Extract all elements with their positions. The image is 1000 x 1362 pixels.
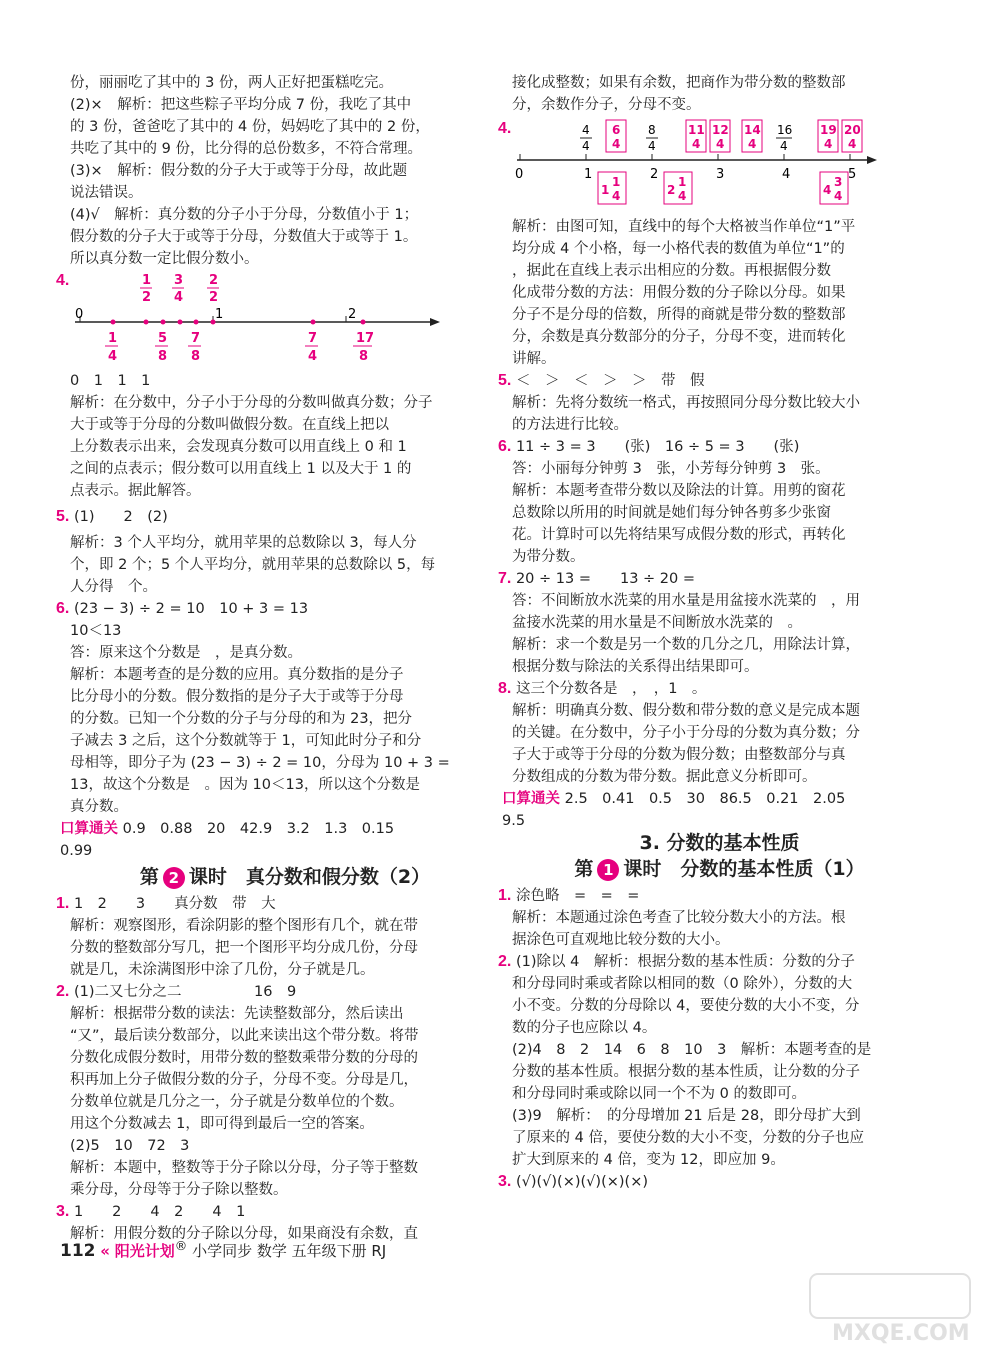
tick-0: 0 xyxy=(515,167,524,182)
text-line: 解析：本题考查带分数以及除法的计算。用剪的窗花 xyxy=(512,483,846,499)
question-line xyxy=(56,981,500,1003)
frac-den: 8 xyxy=(359,349,369,364)
question-line xyxy=(498,951,927,973)
number-line-svg xyxy=(512,116,912,216)
text-line: 解析：由图可知，直线中的每个大格被当作单位“1”平 xyxy=(512,219,856,235)
frac-den: 4 xyxy=(648,139,656,153)
frac-den: 4 xyxy=(174,290,184,305)
text-line: 就是几，未涂满图形中涂了几份，分子就是几。 xyxy=(70,962,375,978)
question-number: 4. xyxy=(498,120,512,137)
text-line: 盆接水洗菜的用水量是不间断放水洗菜的 。 xyxy=(512,615,802,631)
text-line: 分，余数作分子，分母不变。 xyxy=(512,97,701,113)
frac-num: 20 xyxy=(844,123,861,137)
frac-num: 2 xyxy=(209,273,219,288)
mixed-whole: 2 xyxy=(667,183,676,197)
mixed-whole: 1 xyxy=(601,183,610,197)
question-number: 1. xyxy=(56,895,70,912)
frac-den: 4 xyxy=(848,137,857,151)
text-line: (3)9 解析： 的分母增加 21 后是 28，即分母扩大到 xyxy=(512,1108,861,1124)
frac-den: 4 xyxy=(612,137,621,151)
text-line: 总数除以所用的时间就是她们每分钟各剪多少张窗 xyxy=(512,505,831,521)
text-line: 10＜13 xyxy=(70,623,122,639)
text-line: 解析：明确真分数、假分数和带分数的意义是完成本题 xyxy=(512,703,860,719)
text-line: 解析：观察图形，看涂阴影的整个图形有几个，就在带 xyxy=(70,918,418,934)
text-line: (3)× 解析：假分数的分子大于或等于分母，故此题 xyxy=(70,163,408,179)
oral-calc-values: 0.9 0.88 20 42.9 3.2 1.3 0.15 xyxy=(122,821,395,837)
text-line: 份，丽丽吃了其中的 3 份，两人正好把蛋糕吃完。 xyxy=(70,75,393,91)
lesson-number-badge: 2 xyxy=(163,867,185,889)
question-number: 5. xyxy=(498,372,512,389)
question-number: 6. xyxy=(498,438,512,455)
question-number: 7. xyxy=(498,570,512,587)
lesson-suffix: 课时 分数的基本性质（1） xyxy=(623,858,865,880)
text-line: 化成带分数的方法：用假分数的分子除以分母。如果 xyxy=(512,285,846,301)
text-line: 的关键。在分数中，分子小于分母的分数为真分数；分 xyxy=(512,725,860,741)
frac-den: 4 xyxy=(678,189,687,203)
brand-name: 阳光计划 xyxy=(114,1242,175,1260)
answer-text: 1 2 3 真分数 带 大 xyxy=(73,896,276,912)
answer-text: 20 ÷ 13 = 13 ÷ 20 = xyxy=(515,571,696,587)
text-line: 0.99 xyxy=(60,843,93,859)
text-line: 共吃了其中的 9 份，比分得的总份数多，不符合常理。 xyxy=(70,141,422,157)
text-line: 答：原来这个分数是 ，是真分数。 xyxy=(70,645,302,661)
frac-num: 7 xyxy=(191,331,201,346)
frac-num: 3 xyxy=(174,273,184,288)
question-number: 2. xyxy=(56,983,70,1000)
text-line: 子大于或等于分母的分数为假分数；由整数部分与真 xyxy=(512,747,846,763)
question-number: 3. xyxy=(498,1173,512,1190)
answer-text: 这三个分数各是 ， ，1 。 xyxy=(515,681,707,697)
question-line xyxy=(56,598,500,620)
watermark-text: MXQE.COM xyxy=(832,1321,970,1346)
answer-text: (23 − 3) ÷ 2 = 10 10 + 3 = 13 xyxy=(73,601,309,617)
text-line: 说法错误。 xyxy=(70,185,143,201)
question-line xyxy=(498,1171,927,1193)
text-line: 积再加上分子做假分数的分子，分母不变。分母是几， xyxy=(70,1072,418,1088)
frac-den: 4 xyxy=(748,137,757,151)
mixed-whole: 4 xyxy=(823,183,832,197)
text-line: 9.5 xyxy=(502,813,526,829)
frac-den: 4 xyxy=(612,189,621,203)
frac-num: 8 xyxy=(648,123,656,137)
frac-den: 4 xyxy=(780,139,788,153)
frac-den: 4 xyxy=(308,349,318,364)
number-line-svg xyxy=(70,270,450,370)
tick-1: 1 xyxy=(215,307,224,322)
lesson-prefix: 第 xyxy=(139,866,159,888)
left-column xyxy=(56,72,500,1245)
frac-num: 6 xyxy=(612,123,621,137)
text-line: 均分成 4 个小格，每一小格代表的数值为单位“1”的 xyxy=(512,241,845,257)
text-line: 答：小丽每分钟剪 3 张，小芳每分钟剪 3 张。 xyxy=(512,461,830,477)
answer-text: ＜ ＞ ＜ ＞ ＞ 带 假 xyxy=(515,373,705,389)
registered-mark: ® xyxy=(174,1238,188,1253)
book-description: 小学同步 数学 五年级下册 RJ xyxy=(192,1242,387,1260)
text-line: 和分母同时乘或者除以相同的数（0 除外），分数的大 xyxy=(512,976,853,992)
text-line: 分子不是分母的倍数，所得的商就是带分数的整数部 xyxy=(512,307,846,323)
text-line: 接化成整数；如果有余数，把商作为带分数的整数部 xyxy=(512,75,846,91)
frac-num: 17 xyxy=(356,331,375,346)
question-number: 2. xyxy=(498,953,512,970)
lesson-number-badge: 1 xyxy=(597,859,619,881)
frac-den: 2 xyxy=(209,290,219,305)
frac-den: 8 xyxy=(158,349,168,364)
text-line: 解析：本题考查的是分数的应用。真分数指的是分子 xyxy=(70,667,404,683)
text-line: 13，故这个分数是 。因为 10＜13，所以这个分数是 xyxy=(70,777,420,793)
double-chevron-icon: « xyxy=(100,1242,110,1260)
text-line: 解析：3 个人平均分，就用苹果的总数除以 3，每人分 xyxy=(70,535,417,551)
text-line: 上分数表示出来，会发现真分数可以用直线上 0 和 1 xyxy=(70,439,407,455)
section-title: 3. 分数的基本性质 xyxy=(639,832,800,854)
text-line: 解析：本题中，整数等于分子除以分母，分子等于整数 xyxy=(70,1160,418,1176)
question-line xyxy=(498,436,927,458)
text-line: (2)× 解析：把这些粽子平均分成 7 份，我吃了其中 xyxy=(70,97,412,113)
text-line: 分数化成假分数时，用带分数的整数乘带分数的分母的 xyxy=(70,1050,418,1066)
text-line: 乘分母，分母等于分子除以整数。 xyxy=(70,1182,288,1198)
text-line: 人分得 个。 xyxy=(70,579,157,595)
text-line: 和分母同时乘或除以同一个不为 0 的数即可。 xyxy=(512,1086,806,1102)
question-line xyxy=(498,370,927,392)
frac-num: 7 xyxy=(308,331,318,346)
page-number: 112 xyxy=(60,1241,96,1261)
question-line xyxy=(498,885,927,907)
text-line: 分，余数是真分数部分的分子，分母不变，进而转化 xyxy=(512,329,846,345)
text-line: 花。计算时可以先将结果写成假分数的形式，再转化 xyxy=(512,527,846,543)
frac-den: 4 xyxy=(692,137,701,151)
text-line: 假分数的分子大于或等于分母，分数值大于或等于 1。 xyxy=(70,229,418,245)
answer-text: (1) 2 (2) xyxy=(73,509,168,525)
frac-num: 3 xyxy=(834,175,843,189)
frac-num: 19 xyxy=(820,123,837,137)
tick-5: 5 xyxy=(848,167,857,182)
frac-num: 12 xyxy=(712,123,729,137)
frac-den: 4 xyxy=(108,349,118,364)
answer-text: (√)(√)(×)(√)(×)(×) xyxy=(515,1174,649,1190)
tick-1: 1 xyxy=(584,167,593,182)
oral-calc-label: 口算通关 xyxy=(502,791,560,807)
number-line-left xyxy=(56,270,500,370)
text-line: 子减去 3 之后，这个分数就等于 1，可知此时分子和分 xyxy=(70,733,422,749)
text-line: 大于或等于分母的分数叫做假分数。在直线上把以 xyxy=(70,417,389,433)
frac-num: 16 xyxy=(777,123,793,137)
text-line: 解析：在分数中，分子小于分母的分数叫做真分数；分子 xyxy=(70,395,433,411)
text-line: 分数的整数部分写几，把一个图形平均分成几份，分母 xyxy=(70,940,418,956)
tick-3: 3 xyxy=(716,167,725,182)
text-line: 数的分子也应除以 4。 xyxy=(512,1020,657,1036)
oral-calc-label: 口算通关 xyxy=(60,821,118,837)
frac-den: 2 xyxy=(142,290,152,305)
frac-num: 14 xyxy=(744,123,761,137)
oral-calc-values: 2.5 0.41 0.5 30 86.5 0.21 2.05 xyxy=(564,791,846,807)
frac-num: 1 xyxy=(678,175,687,189)
text-line: 分数单位就是几分之一，分子就是分数单位的个数。 xyxy=(70,1094,404,1110)
question-number: 8. xyxy=(498,680,512,697)
question-line xyxy=(498,678,927,700)
frac-num: 1 xyxy=(612,175,621,189)
question-number: 3. xyxy=(56,1203,70,1220)
frac-den: 4 xyxy=(716,137,725,151)
text-line: 用这个分数减去 1，即可得到最后一空的答案。 xyxy=(70,1116,374,1132)
question-line xyxy=(56,893,500,915)
answer-text: (1)二又七分之二 16 9 xyxy=(73,984,297,1000)
page-footer xyxy=(60,1238,386,1261)
frac-den: 8 xyxy=(191,349,201,364)
question-line xyxy=(56,502,500,532)
text-line: 的分数。已知一个分数的分子与分母的和为 23，把分 xyxy=(70,711,413,727)
lesson-suffix: 课时 真分数和假分数（2） xyxy=(188,866,431,888)
text-line: 的 3 份，爸爸吃了其中的 4 份，妈妈吃了其中的 2 份， xyxy=(70,119,430,135)
text-line: 母相等，即分子为 (23 − 3) ÷ 2 = 10，分母为 10 + 3 = xyxy=(70,755,450,771)
right-column xyxy=(498,72,927,1193)
tick-2: 2 xyxy=(348,307,357,322)
text-line: 个，即 2 个；5 个人平均分，就用苹果的总数除以 5，每 xyxy=(70,557,436,573)
question-line xyxy=(56,1201,500,1223)
text-line: 的方法进行比较。 xyxy=(512,417,628,433)
tick-0: 0 xyxy=(75,307,84,322)
text-line: 解析：根据带分数的读法：先读整数部分，然后读出 xyxy=(70,1006,404,1022)
frac-num: 1 xyxy=(108,331,118,346)
number-line-right xyxy=(498,116,927,216)
text-line: 分数的基本性质。根据分数的基本性质，让分数的分子 xyxy=(512,1064,860,1080)
text-line: 小不变。分数的分母除以 4，要使分数的大小不变，分 xyxy=(512,998,860,1014)
watermark-logo xyxy=(800,1270,990,1350)
oral-calc-line xyxy=(502,788,927,810)
frac-den: 4 xyxy=(582,139,590,153)
text-line: (4)√ 解析：真分数的分子小于分母，分数值小于 1； xyxy=(70,207,419,223)
text-line: 答：不间断放水洗菜的用水量是用盆接水洗菜的 ，用 xyxy=(512,593,860,609)
frac-num: 1 xyxy=(142,273,152,288)
text-line: 解析：本题通过涂色考查了比较分数大小的方法。根 xyxy=(512,910,846,926)
text-line: 解析：用假分数的分子除以分母，如果商没有余数，直 xyxy=(70,1226,418,1242)
text-line: 之间的点表示；假分数可以用直线上 1 以及大于 1 的 xyxy=(70,461,412,477)
answer-text: 涂色略 = = = xyxy=(515,888,640,904)
text-line: ，据此在直线上表示出相应的分数。再根据假分数 xyxy=(512,263,831,279)
frac-num: 11 xyxy=(688,123,705,137)
text-line: “又”，最后读分数部分，以此来读出这个带分数。将带 xyxy=(70,1028,419,1044)
lesson-title xyxy=(70,866,500,889)
text-line: 解析：先将分数统一格式，再按照同分母分数比较大小 xyxy=(512,395,860,411)
lesson-title xyxy=(512,858,927,881)
text-line: (2)4 8 2 14 6 8 10 3 解析：本题考查的是 xyxy=(512,1042,872,1058)
text-line: 比分母小的分数。假分数指的是分子大于或等于分母 xyxy=(70,689,404,705)
question-number: 6. xyxy=(56,600,70,617)
frac-num: 5 xyxy=(158,331,168,346)
text-line: 为带分数。 xyxy=(512,549,585,565)
text-line: 解析：求一个数是另一个数的几分之几，用除法计算， xyxy=(512,637,860,653)
question-number: 4. xyxy=(56,272,70,289)
lesson-prefix: 第 xyxy=(574,858,594,880)
text-line: 扩大到原来的 4 倍，变为 12，即应加 9。 xyxy=(512,1152,785,1168)
answer-text: (1)除以 4 解析：根据分数的基本性质：分数的分子 xyxy=(515,954,855,970)
answer-text: 11 ÷ 3 = 3 (张) 16 ÷ 5 = 3 (张) xyxy=(515,439,800,455)
frac-den: 4 xyxy=(834,189,843,203)
tick-2: 2 xyxy=(650,167,659,182)
question-number: 1. xyxy=(498,887,512,904)
text-line: 0 1 1 1 xyxy=(70,373,151,389)
frac-den: 4 xyxy=(824,137,833,151)
text-line: 所以真分数一定比假分数小。 xyxy=(70,251,259,267)
question-number: 5. xyxy=(56,508,70,525)
tick-4: 4 xyxy=(782,167,791,182)
text-line: 根据分数与除法的关系得出结果即可。 xyxy=(512,659,759,675)
oral-calc-line xyxy=(60,818,500,840)
answer-text: 1 2 4 2 4 1 xyxy=(73,1204,246,1220)
text-line: 点表示。据此解答。 xyxy=(70,483,201,499)
text-line: 分数组成的分数为带分数。据此意义分析即可。 xyxy=(512,769,817,785)
text-line: (2)5 10 72 3 xyxy=(70,1138,190,1154)
text-line: 了原来的 4 倍，要使分数的大小不变，分数的分子也应 xyxy=(512,1130,864,1146)
text-line: 讲解。 xyxy=(512,351,556,367)
text-line: 真分数。 xyxy=(70,799,128,815)
frac-num: 4 xyxy=(582,123,590,137)
question-line xyxy=(498,568,927,590)
text-line: 据涂色可直观地比较分数的大小。 xyxy=(512,932,730,948)
